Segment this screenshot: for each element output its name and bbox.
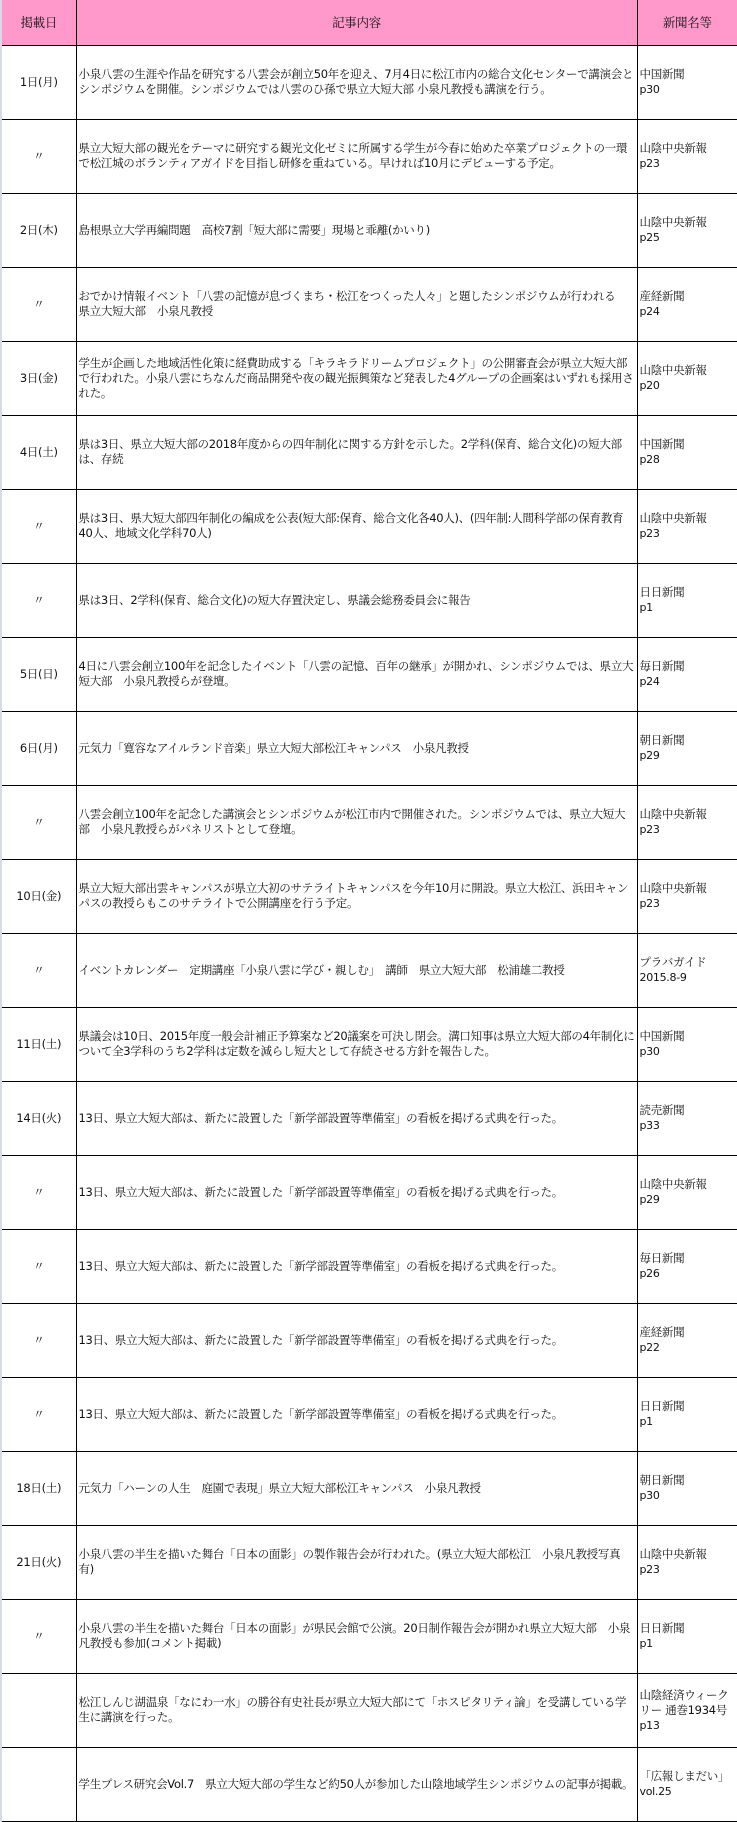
table-body — [2, 45, 737, 1821]
cell-content: 県は3日、県大短大部四年制化の編成を公表(短大部:保育、総合文化各40人)、(四年制:人間科学部の保育教育40人、地域文化学科70人) — [76, 489, 637, 563]
cell-date: 21日(火) — [2, 1525, 76, 1599]
table-row — [2, 637, 737, 711]
newspaper-name: 山陰中央新報 — [639, 141, 707, 155]
newspaper-name: 朝日新聞 — [639, 733, 685, 747]
cell-source — [637, 1599, 737, 1673]
newspaper-name: 山陰中央新報 — [639, 1177, 707, 1191]
page-number: p24 — [639, 675, 660, 688]
cell-content: 県は3日、県立大短大部の2018年度からの四年制化に関する方針を示した。2学科(保育、総合文化)の短大部は、存続 — [76, 415, 637, 489]
cell-date — [2, 1673, 76, 1747]
newspaper-name: 読売新聞 — [639, 1103, 685, 1117]
table-row — [2, 1747, 737, 1821]
cell-content: 県議会は10日、2015年度一般会計補正予算案など20議案を可決し閉会。溝口知事は県立大短大部の4年制化について全3学科のうち2学科は定数を減らし短大として存続させる方針を報告した。 — [76, 1007, 637, 1081]
cell-content: 松江しんじ湖温泉「なにわ一水」の勝谷有史社長が県立大短大部にて「ホスピタリティ論」を受講している学生に講演を行った。 — [76, 1673, 637, 1747]
table-row — [2, 1229, 737, 1303]
cell-source — [637, 267, 737, 341]
newspaper-name: 毎日新聞 — [639, 1251, 685, 1265]
cell-source — [637, 859, 737, 933]
newspaper-name: 山陰中央新報 — [639, 215, 707, 229]
page-number: p30 — [639, 1489, 660, 1502]
page-number: p30 — [639, 1045, 660, 1058]
cell-content: 学生プレス研究会Vol.7 県立大短大部の学生など約50人が参加した山陰地域学生シンポジウムの記事が掲載。 — [76, 1747, 637, 1821]
newspaper-name: 山陰経済ウィークリー 通巻1934号 — [639, 1687, 729, 1717]
cell-content: 元気力「寛容なアイルランド音楽」県立大短大部松江キャンパス 小泉凡教授 — [76, 711, 637, 785]
newspaper-name: 産経新聞 — [639, 289, 685, 303]
page-number: vol.25 — [639, 1785, 672, 1798]
cell-date: 〃 — [2, 267, 76, 341]
table-row — [2, 341, 737, 415]
table-row — [2, 1007, 737, 1081]
cell-source — [637, 489, 737, 563]
cell-source — [637, 563, 737, 637]
cell-content: 4日に八雲会創立100年を記念したイベント「八雲の記憶、百年の継承」が開かれ、シンポジウムでは、県立大短大部 小泉凡教授らが登壇。 — [76, 637, 637, 711]
news-clipping-table — [2, 0, 737, 1822]
cell-content: 13日、県立大短大部は、新たに設置した「新学部設置等準備室」の看板を掲げる式典を行った。 — [76, 1377, 637, 1451]
cell-content: 八雲会創立100年を記念した講演会とシンポジウムが松江市内で開催された。シンポジウムでは、県立大短大部 小泉凡教授らがパネリストとして登壇。 — [76, 785, 637, 859]
cell-date: 〃 — [2, 1155, 76, 1229]
cell-source — [637, 1377, 737, 1451]
newspaper-name: 中国新聞 — [639, 67, 685, 81]
cell-date: 〃 — [2, 489, 76, 563]
cell-date: 3日(金) — [2, 341, 76, 415]
table-row — [2, 785, 737, 859]
page-number: p33 — [639, 1119, 660, 1132]
cell-source — [637, 193, 737, 267]
page-number: p23 — [639, 1563, 660, 1576]
cell-content: 13日、県立大短大部は、新たに設置した「新学部設置等準備室」の看板を掲げる式典を行った。 — [76, 1303, 637, 1377]
table-row — [2, 193, 737, 267]
page-number: p23 — [639, 897, 660, 910]
cell-content: 13日、県立大短大部は、新たに設置した「新学部設置等準備室」の看板を掲げる式典を行った。 — [76, 1229, 637, 1303]
page-number: p29 — [639, 749, 660, 762]
header-date: 掲載日 — [2, 0, 76, 45]
cell-date: 1日(月) — [2, 45, 76, 119]
page-number: p28 — [639, 453, 660, 466]
page-number: p29 — [639, 1193, 660, 1206]
page-number: p22 — [639, 1341, 660, 1354]
cell-source — [637, 1451, 737, 1525]
cell-date: 〃 — [2, 1377, 76, 1451]
header-source: 新聞名等 — [637, 0, 737, 45]
table-row — [2, 45, 737, 119]
cell-source — [637, 1229, 737, 1303]
page-number: p24 — [639, 305, 660, 318]
cell-date: 10日(金) — [2, 859, 76, 933]
page-number: 2015.8-9 — [639, 971, 687, 984]
cell-source — [637, 1673, 737, 1747]
cell-date: 5日(日) — [2, 637, 76, 711]
cell-source — [637, 637, 737, 711]
newspaper-name: 山陰中央新報 — [639, 511, 707, 525]
cell-date: 〃 — [2, 1229, 76, 1303]
cell-source — [637, 1303, 737, 1377]
newspaper-name: 産経新聞 — [639, 1325, 685, 1339]
table-row — [2, 1525, 737, 1599]
table-row — [2, 1155, 737, 1229]
page-number: p23 — [639, 823, 660, 836]
newspaper-name: 山陰中央新報 — [639, 807, 707, 821]
table-row — [2, 489, 737, 563]
page-number: p1 — [639, 1415, 653, 1428]
newspaper-name: 日日新聞 — [639, 1399, 685, 1413]
page-number: p26 — [639, 1267, 660, 1280]
cell-source — [637, 785, 737, 859]
cell-content: 学生が企画した地域活性化策に経費助成する「キラキラドリームプロジェクト」の公開審査会が県立大短大部で行われた。小泉八雲にちなんだ商品開発や夜の観光振興策など発表した4グループの企画案はいずれも採用された。 — [76, 341, 637, 415]
cell-source — [637, 1007, 737, 1081]
cell-source — [637, 1747, 737, 1821]
page-number: p30 — [639, 83, 660, 96]
header-content: 記事内容 — [76, 0, 637, 45]
header-row — [2, 0, 737, 45]
table-row — [2, 563, 737, 637]
page-number: p25 — [639, 231, 660, 244]
page-number: p1 — [639, 1637, 653, 1650]
cell-date: 2日(木) — [2, 193, 76, 267]
cell-date — [2, 1747, 76, 1821]
table-row — [2, 859, 737, 933]
table-row — [2, 1377, 737, 1451]
cell-date: 18日(土) — [2, 1451, 76, 1525]
page-number: p13 — [639, 1718, 660, 1732]
cell-content: 県立大短大部出雲キャンパスが県立大初のサテライトキャンパスを今年10月に開設。県立大松江、浜田キャンパスの教授らもこのサテライトで公開講座を行う予定。 — [76, 859, 637, 933]
newspaper-name: 日日新聞 — [639, 1621, 685, 1635]
newspaper-name: プラバガイド — [639, 955, 707, 969]
cell-content: 小泉八雲の生涯や作品を研究する八雲会が創立50年を迎え、7月4日に松江市内の総合文化センターで講演会とシンポジウムを開催。シンポジウムでは八雲のひ孫で県立大短大部 小泉凡教授も講演を行う。 — [76, 45, 637, 119]
page-number: p1 — [639, 601, 653, 614]
table-row — [2, 933, 737, 1007]
cell-source — [637, 711, 737, 785]
cell-date: 〃 — [2, 563, 76, 637]
cell-date: 4日(土) — [2, 415, 76, 489]
table-row — [2, 415, 737, 489]
newspaper-name: 山陰中央新報 — [639, 1547, 707, 1561]
cell-date: 〃 — [2, 1303, 76, 1377]
cell-date: 11日(土) — [2, 1007, 76, 1081]
cell-content: 島根県立大学再編問題 高校7割「短大部に需要」現場と乖離(かいり) — [76, 193, 637, 267]
table-row — [2, 711, 737, 785]
cell-source — [637, 415, 737, 489]
newspaper-name: 日日新聞 — [639, 585, 685, 599]
cell-content: おでかけ情報イベント「八雲の記憶が息づくまち・松江をつくった人々」と題したシンポジウムが行われる 県立大短大部 小泉凡教授 — [76, 267, 637, 341]
cell-source — [637, 1155, 737, 1229]
cell-date: 〃 — [2, 933, 76, 1007]
cell-content: 県は3日、2学科(保育、総合文化)の短大存置決定し、県議会総務委員会に報告 — [76, 563, 637, 637]
table-row — [2, 119, 737, 193]
cell-source — [637, 119, 737, 193]
table-row — [2, 1081, 737, 1155]
newspaper-name: 山陰中央新報 — [639, 881, 707, 895]
cell-content: イベントカレンダー 定期講座「小泉八雲に学び・親しむ」 講師 県立大短大部 松浦雄二教授 — [76, 933, 637, 1007]
cell-content: 小泉八雲の半生を描いた舞台「日本の面影」の製作報告会が行われた。(県立大短大部松江 小泉凡教授写真有) — [76, 1525, 637, 1599]
page-number: p20 — [639, 379, 660, 392]
table-row — [2, 267, 737, 341]
newspaper-name: 山陰中央新報 — [639, 363, 707, 377]
cell-source — [637, 933, 737, 1007]
cell-source — [637, 1525, 737, 1599]
page-number: p23 — [639, 527, 660, 540]
table-row — [2, 1673, 737, 1747]
newspaper-name: 中国新聞 — [639, 437, 685, 451]
cell-content: 小泉八雲の半生を描いた舞台「日本の面影」が県民会館で公演。20日制作報告会が開かれ県立大短大部 小泉凡教授も参加(コメント掲載) — [76, 1599, 637, 1673]
newspaper-name: 「広報しまだい」 — [639, 1769, 730, 1783]
cell-source — [637, 341, 737, 415]
cell-content: 13日、県立大短大部は、新たに設置した「新学部設置等準備室」の看板を掲げる式典を行った。 — [76, 1081, 637, 1155]
cell-content: 県立大短大部の観光をテーマに研究する観光文化ゼミに所属する学生が今春に始めた卒業プロジェクトの一環で松江城のボランティアガイドを目指し研修を重ねている。早ければ10月にデビューする予定。 — [76, 119, 637, 193]
cell-date: 6日(月) — [2, 711, 76, 785]
cell-content: 元気力「ハーンの人生 庭園で表現」県立大短大部松江キャンパス 小泉凡教授 — [76, 1451, 637, 1525]
cell-content: 13日、県立大短大部は、新たに設置した「新学部設置等準備室」の看板を掲げる式典を行った。 — [76, 1155, 637, 1229]
cell-date: 14日(火) — [2, 1081, 76, 1155]
newspaper-name: 朝日新聞 — [639, 1473, 685, 1487]
cell-source — [637, 45, 737, 119]
table-row — [2, 1303, 737, 1377]
cell-date: 〃 — [2, 1599, 76, 1673]
page-number: p23 — [639, 157, 660, 170]
table-row — [2, 1451, 737, 1525]
newspaper-name: 中国新聞 — [639, 1029, 685, 1043]
cell-date: 〃 — [2, 119, 76, 193]
cell-date: 〃 — [2, 785, 76, 859]
table-row — [2, 1599, 737, 1673]
cell-source — [637, 1081, 737, 1155]
newspaper-name: 毎日新聞 — [639, 659, 685, 673]
